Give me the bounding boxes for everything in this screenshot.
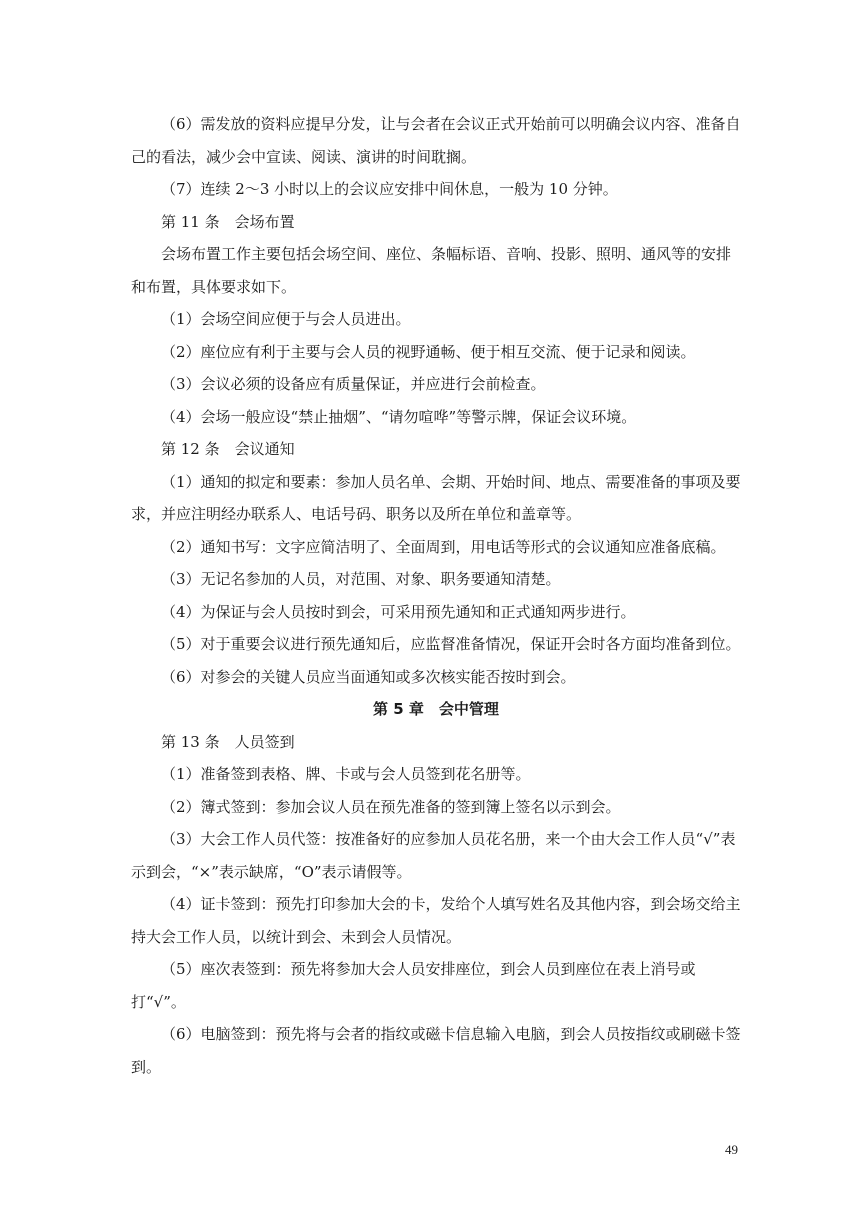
paragraph-notice-item-3: （3）无记名参加的人员，对范围、对象、职务要通知清楚。 bbox=[161, 570, 561, 588]
paragraph-signin-item-2: （2）簿式签到：参加会议人员在预先准备的签到簿上签名以示到会。 bbox=[161, 797, 621, 816]
paragraph-venue-item-1: （1）会场空间应便于与会人员进出。 bbox=[161, 310, 411, 328]
paragraph-item-6-materials: （6）需发放的资料应提早分发，让与会者在会议正式开始前可以明确会议内容、准备自己的看法，减少会中宣读、阅读、演讲的时间耽搁。 bbox=[131, 115, 741, 166]
document-body bbox=[131, 108, 741, 1083]
paragraph-signin-item-6: （6）电脑签到：预先将与会者的指纹或磁卡信息输入电脑，到会人员按指纹或刷磁卡签到。 bbox=[131, 1025, 741, 1076]
page-number: 49 bbox=[725, 1142, 738, 1157]
chapter-title: 第 5 章 会中管理 bbox=[373, 700, 499, 718]
paragraph-signin-item-1: （1）准备签到表格、牌、卡或与会人员签到花名册等。 bbox=[161, 765, 531, 783]
article-heading-12: 第 12 条 会议通知 bbox=[161, 440, 295, 458]
paragraph-signin-item-3: （3）大会工作人员代签：按准备好的应参加人员花名册，来一个由大会工作人员“√”表示到会，“×”表示缺席，“O”表示请假等。 bbox=[131, 830, 736, 881]
paragraph-signin-item-4: （4）证卡签到：预先打印参加大会的卡，发给个人填写姓名及其他内容，到会场交给主持大会工作人员，以统计到会、未到会人员情况。 bbox=[131, 895, 741, 946]
paragraph-notice-item-2: （2）通知书写：文字应简洁明了、全面周到，用电话等形式的会议通知应准备底稿。 bbox=[161, 537, 726, 556]
paragraph-notice-item-4: （4）为保证与会人员按时到会，可采用预先通知和正式通知两步进行。 bbox=[161, 602, 636, 621]
paragraph-venue-intro: 会场布置工作主要包括会场空间、座位、条幅标语、音响、投影、照明、通风等的安排和布置，具体要求如下。 bbox=[131, 245, 732, 296]
article-heading-13: 第 13 条 人员签到 bbox=[161, 732, 295, 751]
paragraph-notice-item-1: （1）通知的拟定和要素：参加人员名单、会期、开始时间、地点、需要准备的事项及要求，并应注明经办联系人、电话号码、职务以及所在单位和盖章等。 bbox=[131, 472, 741, 523]
paragraph-venue-item-3: （3）会议必须的设备应有质量保证，并应进行会前检查。 bbox=[161, 375, 546, 393]
paragraph-notice-item-5: （5）对于重要会议进行预先通知后，应监督准备情况，保证开会时各方面均准备到位。 bbox=[161, 635, 741, 653]
paragraph-venue-item-4: （4）会场一般应设“禁止抽烟”、“请勿喧哗”等警示牌，保证会议环境。 bbox=[161, 407, 637, 426]
article-heading-11: 第 11 条 会场布置 bbox=[161, 212, 295, 231]
paragraph-item-7-break: （7）连续 2～3 小时以上的会议应安排中间休息，一般为 10 分钟。 bbox=[161, 180, 618, 198]
paragraph-notice-item-6: （6）对参会的关键人员应当面通知或多次核实能否按时到会。 bbox=[161, 667, 576, 686]
paragraph-venue-item-2: （2）座位应有利于主要与会人员的视野通畅、便于相互交流、便于记录和阅读。 bbox=[161, 342, 696, 361]
paragraph-signin-item-5: （5）座次表签到：预先将参加大会人员安排座位，到会人员到座位在表上消号或打“√”。 bbox=[131, 960, 696, 1011]
